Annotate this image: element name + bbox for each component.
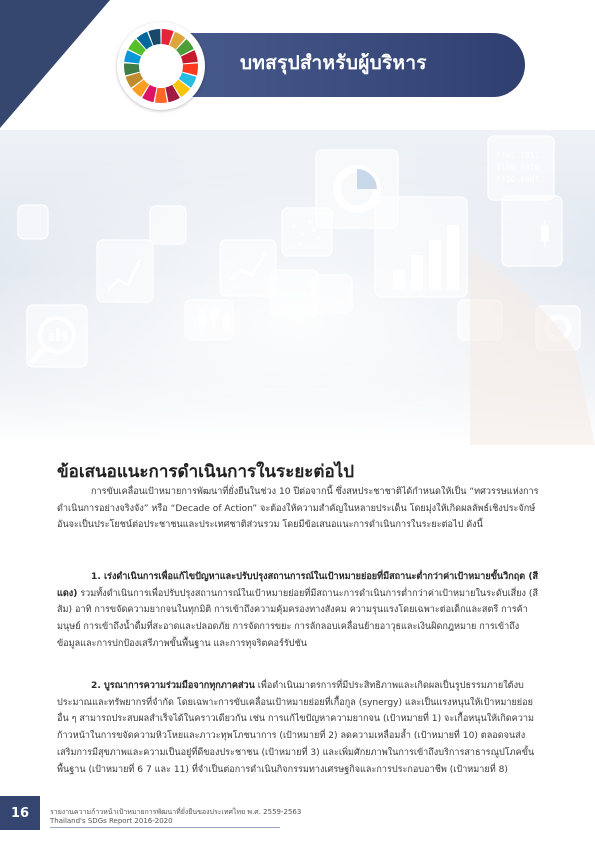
recommendation-2 xyxy=(57,678,539,778)
svg-text:1100 1010: 1100 1010 xyxy=(496,163,540,172)
recommendation-1 xyxy=(57,569,539,653)
svg-text:0110 1001: 0110 1001 xyxy=(496,175,540,184)
recommendation-2-heading: 2. บูรณาการความร่วมมือจากทุกภาคส่วน xyxy=(91,681,255,691)
sdg-logo xyxy=(117,22,205,110)
header-corner-decoration xyxy=(0,0,110,128)
section-heading: ข้อเสนอแนะการดำเนินการในระยะต่อไป xyxy=(57,462,355,482)
footer-report-title-english: Thailand's SDGs Report 2016-2020 xyxy=(50,817,173,825)
footer-rule xyxy=(50,827,280,828)
page-number: 16 xyxy=(0,796,40,830)
page-title: บทสรุปสำหรับผู้บริหาร xyxy=(240,52,427,74)
intro-paragraph xyxy=(57,484,539,534)
intro-text: การขับเคลื่อนเป้าหมายการพัฒนาที่ยั่งยืนในช่วง 10 ปีต่อจากนี้ ซึ่งสหประชาชาติได้กำหนดให้เป็น “ทศวรรษแห่งการดำเนินการอย่างจริงจัง” หรือ “Decade of Action” จะต้องให้ความสำคัญในหลายประเด็น โดยมุ่งให้เกิดผลลัพธ์เชิงประจักษ์ อันจะเป็นประโยชน์ต่อประชาชนและประเทศชาติส่วนรวม โดยมีข้อเสนอแนะการดำเนินการในระยะต่อไป ดังนี้ xyxy=(57,487,539,531)
recommendation-1-body: รวมทั้งดำเนินการเพื่อปรับปรุงสถานการณ์ในเป้าหมายย่อยที่มีสถานะการดำเนินการต่ำกว่าค่าเป้าหมายในระดับเสี่ยง (สีส้ม) อาทิ การขจัดความยากจนในทุกมิติ การเข้าถึงความคุ้มครองทางสังคม ความรุนแรงโดยเฉพาะต่อเด็กและสตรี การค้ามนุษย์ การเข้าถึงน้ำดื่มที่สะอาดและปลอดภัย การจัดการขยะ การลักลอบเคลื่อนย้ายอาวุธและเงินผิดกฎหมาย การเข้าถึงข้อมูลและการปกป้องเสรีภาพขั้นพื้นฐาน และการทุจริตคอร์รัปชัน xyxy=(57,588,538,649)
sdg-wheel-icon xyxy=(122,27,200,105)
svg-text:0101 1011: 0101 1011 xyxy=(496,151,540,160)
sdg-wheel-segment xyxy=(155,88,167,103)
hero-illustration xyxy=(0,130,595,445)
recommendation-2-body: เพื่อดำเนินมาตรการที่มีประสิทธิภาพและเกิดผลเป็นรูปธรรมภายใต้งบประมาณและทรัพยากรที่จำกัด โดยเฉพาะการขับเคลื่อนเป้าหมายย่อยที่เกื้อกูล (synergy) และเป็นแรงหนุนให้เป้าหมายย่อยอื่น ๆ สามารถประสบผลสำเร็จได้ในคราวเดียวกัน เช่น การแก้ไขปัญหาความยากจน (เป้าหมายที่ 1) จะเกื้อหนุนให้เกิดความก้าวหน้าในการขจัดความหิวโหยและภาวะทุพโภชนาการ (เป้าหมายที่ 2) ลดความเหลื่อมล้ำ (เป้าหมายที่ 10) ตลอดจนส่งเสริมการมีสุขภาพและความเป็นอยู่ที่ดีของประชาชน (เป้าหมายที่ 3) และเพิ่มศักยภาพในการเข้าถึงบริการสาธารณูปโภคขั้นพื้นฐาน (เป้าหมายที่ 6 7 และ 11) ที่จำเป็นต่อการดำเนินกิจกรรมทางเศรษฐกิจและการประกอบอาชีพ (เป้าหมายที่ 8) xyxy=(57,681,535,775)
hero-graphic xyxy=(0,130,595,445)
footer-report-title-thai: รายงานความก้าวหน้าเป้าหมายการพัฒนาที่ยั่งยืนของประเทศไทย พ.ศ. 2559-2563 xyxy=(50,808,302,816)
recommendation-1-heading: 1. เร่งดำเนินการเพื่อแก้ไขปัญหาและปรับปรุงสถานการณ์ในเป้าหมายย่อยที่มีสถานะต่ำกว่าค่าเป้าหมายขั้นวิกฤต (สีแดง) xyxy=(57,572,539,599)
